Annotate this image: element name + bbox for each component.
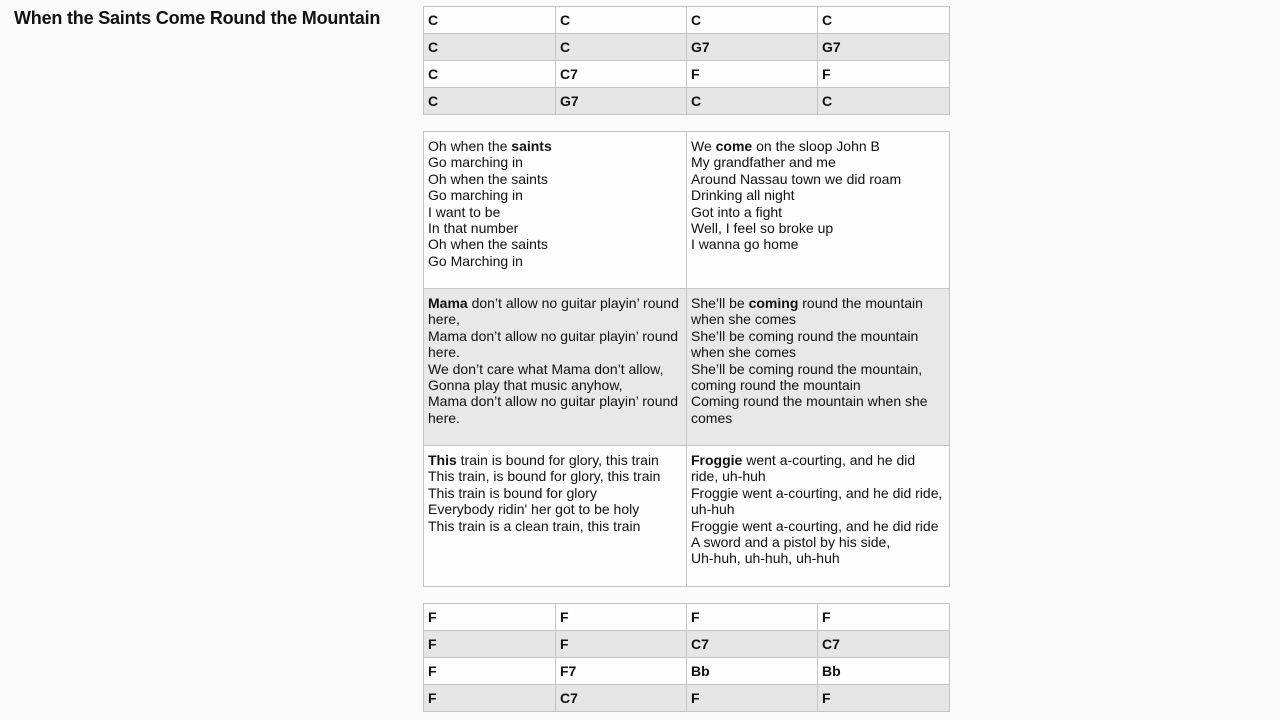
lyric-line xyxy=(691,236,945,252)
lyric-line xyxy=(428,187,682,203)
lyric-bold-word: Mama xyxy=(428,295,468,311)
page-title: When the Saints Come Round the Mountain xyxy=(14,8,381,28)
chord-cell: C xyxy=(556,34,687,61)
chord-row xyxy=(424,7,950,34)
lyric-line xyxy=(428,468,682,484)
lyric-line xyxy=(691,154,945,170)
chord-row xyxy=(424,61,950,88)
lyric-text: This train is bound for glory xyxy=(428,484,597,501)
chord-cell: C xyxy=(818,88,950,115)
lyric-text: This train, is bound for glory, this train xyxy=(428,468,661,485)
lyric-bold-word: come xyxy=(715,138,753,154)
chord-cell: C xyxy=(687,7,818,34)
lyrics-row xyxy=(424,289,950,446)
chord-cell: F xyxy=(687,604,818,631)
lyric-line xyxy=(428,138,682,154)
chord-row xyxy=(424,658,950,685)
lyrics-grid xyxy=(423,131,950,587)
chord-row xyxy=(424,34,950,61)
lyric-bold-word: saints xyxy=(511,138,552,154)
lyric-text: round the mountain when she comes xyxy=(691,295,927,328)
chord-cell: C7 xyxy=(556,61,687,88)
lyric-block xyxy=(687,446,950,587)
chord-cell: C xyxy=(424,88,556,115)
lyric-line xyxy=(428,393,682,426)
lyric-text: Go Marching in xyxy=(428,252,523,269)
lyric-line xyxy=(428,452,682,468)
lyric-text: I wanna go home xyxy=(691,236,799,253)
lyric-line xyxy=(428,154,682,170)
lyric-line xyxy=(428,501,682,517)
lyrics-row xyxy=(424,446,950,587)
lyric-text: This train is a clean train, this train xyxy=(428,517,641,534)
lyric-text: We xyxy=(691,138,716,154)
chord-cell: C7 xyxy=(818,631,950,658)
lyric-text: Froggie went a-courting, and he did ride xyxy=(691,517,939,534)
lyric-line xyxy=(428,204,682,220)
lyric-block xyxy=(424,132,687,289)
lyric-text: Oh when the xyxy=(428,138,512,154)
lyric-text: My grandfather and me xyxy=(691,154,836,171)
lyric-bold-word: This xyxy=(428,452,457,468)
lyric-line xyxy=(691,204,945,220)
lyric-bold-word: coming xyxy=(748,295,799,311)
chord-cell: F7 xyxy=(556,658,687,685)
chord-cell: G7 xyxy=(818,34,950,61)
lyric-text: Froggie went a-courting, and he did ride, uh-huh xyxy=(691,484,947,518)
lyric-text: Uh-huh, uh-huh, uh-huh xyxy=(691,550,840,567)
lyric-text: She’ll be coming round the mountain when she comes xyxy=(691,327,923,361)
lyric-line xyxy=(691,171,945,187)
chord-cell: C xyxy=(687,88,818,115)
lyric-text: Go marching in xyxy=(428,187,523,204)
lyrics-row xyxy=(424,132,950,289)
chord-cell: Bb xyxy=(818,658,950,685)
lyric-text: Well, I feel so broke up xyxy=(691,220,834,237)
chord-cell: C7 xyxy=(687,631,818,658)
lyric-text: Oh when the saints xyxy=(428,170,548,187)
chord-cell: F xyxy=(687,61,818,88)
chord-cell: F xyxy=(556,631,687,658)
chord-grid-bottom xyxy=(423,603,950,712)
lyric-text: Mama don’t allow no guitar playin’ round here. xyxy=(428,327,682,361)
lyric-text: Everybody ridin' her got to be holy xyxy=(428,501,640,518)
lyric-line xyxy=(691,452,945,485)
lyric-text: Mama don’t allow no guitar playin’ round here. xyxy=(428,393,682,426)
chord-row xyxy=(424,631,950,658)
lyric-line xyxy=(428,236,682,252)
chord-cell: C7 xyxy=(556,685,687,712)
chord-cell: F xyxy=(818,604,950,631)
chord-cell: F xyxy=(687,685,818,712)
chord-cell: C xyxy=(424,7,556,34)
lyric-line xyxy=(691,534,945,550)
lyric-line xyxy=(691,393,945,426)
lyric-text: don’t allow no guitar playin’ round here, xyxy=(428,295,683,328)
lyric-block xyxy=(424,289,687,446)
lyric-text: went a-courting, and he did ride, uh-huh xyxy=(691,452,920,485)
chord-row xyxy=(424,685,950,712)
chord-row xyxy=(424,604,950,631)
chord-cell: F xyxy=(424,631,556,658)
lyric-line xyxy=(428,328,682,361)
lyric-line xyxy=(691,138,945,154)
lyric-text: Drinking all night xyxy=(691,187,795,204)
chord-grid-top xyxy=(423,6,950,115)
chord-cell: C xyxy=(424,34,556,61)
lyric-line xyxy=(691,485,945,518)
chord-cell: C xyxy=(424,61,556,88)
lyric-text: She’ll be xyxy=(691,295,749,311)
lyric-line xyxy=(428,361,682,394)
chord-cell: C xyxy=(818,7,950,34)
lyric-bold-word: Froggie xyxy=(691,452,743,468)
lyric-line xyxy=(691,328,945,361)
lyric-text: A sword and a pistol by his side, xyxy=(691,534,891,551)
chord-row xyxy=(424,88,950,115)
lyric-text: train is bound for glory, this train xyxy=(456,452,659,468)
lyric-line xyxy=(428,220,682,236)
chord-cell: G7 xyxy=(687,34,818,61)
chord-cell: Bb xyxy=(687,658,818,685)
lyric-line xyxy=(691,220,945,236)
chord-cell: C xyxy=(556,7,687,34)
lyric-block xyxy=(687,289,950,446)
lyric-line xyxy=(428,518,682,534)
lyric-text: I want to be xyxy=(428,203,501,220)
lyric-line xyxy=(428,171,682,187)
chord-cell: F xyxy=(556,604,687,631)
chord-cell: G7 xyxy=(556,88,687,115)
lyric-line xyxy=(691,361,945,394)
lyric-text: Oh when the saints xyxy=(428,236,548,253)
chord-cell: F xyxy=(424,685,556,712)
lyric-text: Coming round the mountain when she comes xyxy=(691,393,932,426)
lyric-text: Around Nassau town we did roam xyxy=(691,170,902,187)
chord-cell: F xyxy=(818,61,950,88)
lyric-block xyxy=(424,446,687,587)
lyric-line xyxy=(428,253,682,269)
chord-cell: F xyxy=(424,604,556,631)
lyric-text: Got into a fight xyxy=(691,203,783,220)
lyric-text: She’ll be coming round the mountain, coming round the mountain xyxy=(691,360,927,394)
lyric-line xyxy=(691,295,945,328)
lyric-text: on the sloop John B xyxy=(752,138,880,154)
lyric-text: Go marching in xyxy=(428,154,523,171)
chord-cell: F xyxy=(424,658,556,685)
lyric-line xyxy=(691,518,945,534)
lyric-text: We don’t care what Mama don’t allow, Gonna play that music anyhow, xyxy=(428,360,668,394)
lyric-line xyxy=(428,295,682,328)
lyric-text: In that number xyxy=(428,220,519,237)
lyric-line xyxy=(428,485,682,501)
lyric-line xyxy=(691,187,945,203)
chord-cell: F xyxy=(818,685,950,712)
lyric-block xyxy=(687,132,950,289)
lyric-line xyxy=(691,550,945,566)
